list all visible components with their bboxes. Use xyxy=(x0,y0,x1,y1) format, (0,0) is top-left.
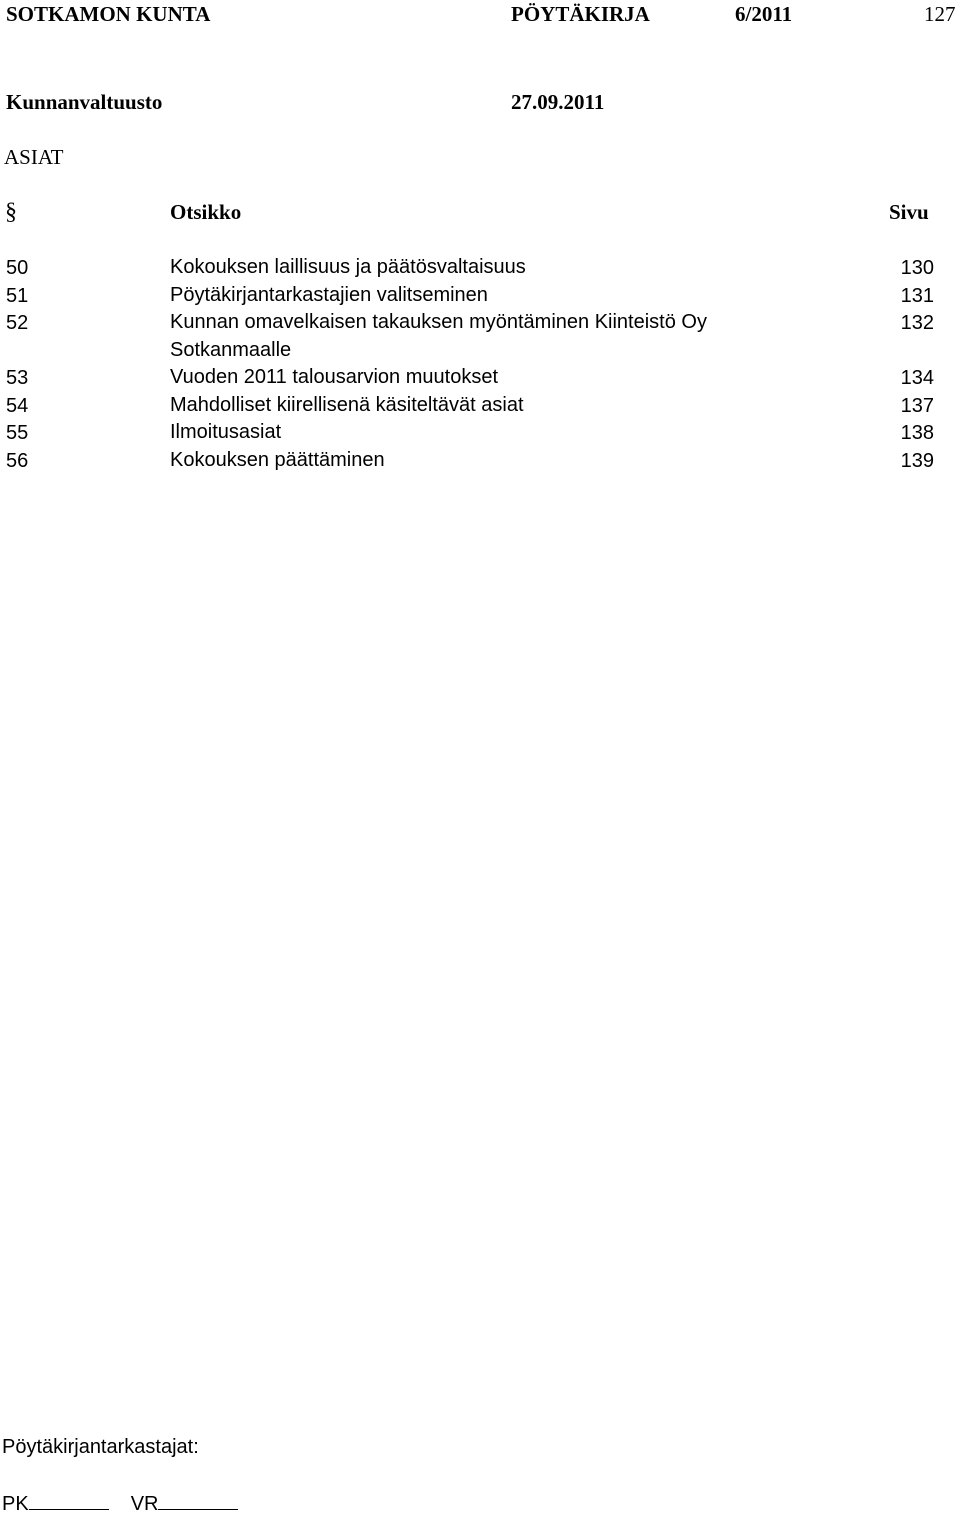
item-title: Kokouksen päättäminen xyxy=(170,448,385,471)
item-page: 131 xyxy=(900,284,934,307)
subheader-body: Kunnanvaltuusto xyxy=(6,90,163,114)
signature-line-1 xyxy=(29,1491,109,1510)
footer-inspectors-label: Pöytäkirjantarkastajat: xyxy=(2,1436,199,1458)
column-header-page: Sivu xyxy=(889,200,929,224)
item-number: 50 xyxy=(6,257,29,279)
item-page: 137 xyxy=(900,394,934,417)
subheader-date: 27.09.2011 xyxy=(511,90,605,114)
list-item xyxy=(0,419,960,447)
item-number: 54 xyxy=(6,394,29,417)
item-page: 130 xyxy=(900,257,934,279)
signer-initials-2: VR xyxy=(130,1493,159,1515)
header-municipality: SOTKAMON KUNTA xyxy=(6,2,211,26)
item-title: Mahdolliset kiirellisenä käsiteltävät asiat xyxy=(170,393,524,416)
list-item xyxy=(0,364,960,392)
footer-signature-lines xyxy=(2,1491,238,1514)
list-item xyxy=(0,282,960,310)
item-number: 56 xyxy=(6,449,29,472)
item-number: 52 xyxy=(6,312,29,334)
item-page: 138 xyxy=(900,422,934,444)
list-item xyxy=(0,309,960,364)
item-number: 55 xyxy=(6,422,29,444)
item-title: Pöytäkirjantarkastajien valitseminen xyxy=(170,283,488,306)
item-title: Ilmoitusasiat xyxy=(170,421,282,443)
header-page-number: 127 xyxy=(924,2,956,26)
item-page: 134 xyxy=(900,367,934,389)
signature-line-2 xyxy=(158,1491,238,1510)
section-title: ASIAT xyxy=(4,145,64,169)
header-document-number: 6/2011 xyxy=(735,2,793,26)
item-title: Kokouksen laillisuus ja päätösvaltaisuus xyxy=(170,256,526,278)
table-of-contents xyxy=(0,254,960,474)
item-page: 139 xyxy=(900,449,934,472)
item-title: Vuoden 2011 talousarvion muutokset xyxy=(170,366,498,388)
item-number: 53 xyxy=(6,367,29,389)
item-page: 132 xyxy=(900,312,934,334)
item-title: Kunnan omavelkaisen takauksen myöntäminen Kiinteistö Oy Sotkanmaalle xyxy=(170,311,707,361)
signer-initials-1: PK xyxy=(2,1493,29,1515)
column-header-title: Otsikko xyxy=(170,200,242,224)
column-header-section-symbol: § xyxy=(5,199,17,225)
header-doctype: PÖYTÄKIRJA xyxy=(511,2,650,26)
item-number: 51 xyxy=(6,284,29,307)
list-item xyxy=(0,392,960,420)
list-item xyxy=(0,254,960,282)
list-item xyxy=(0,447,960,475)
